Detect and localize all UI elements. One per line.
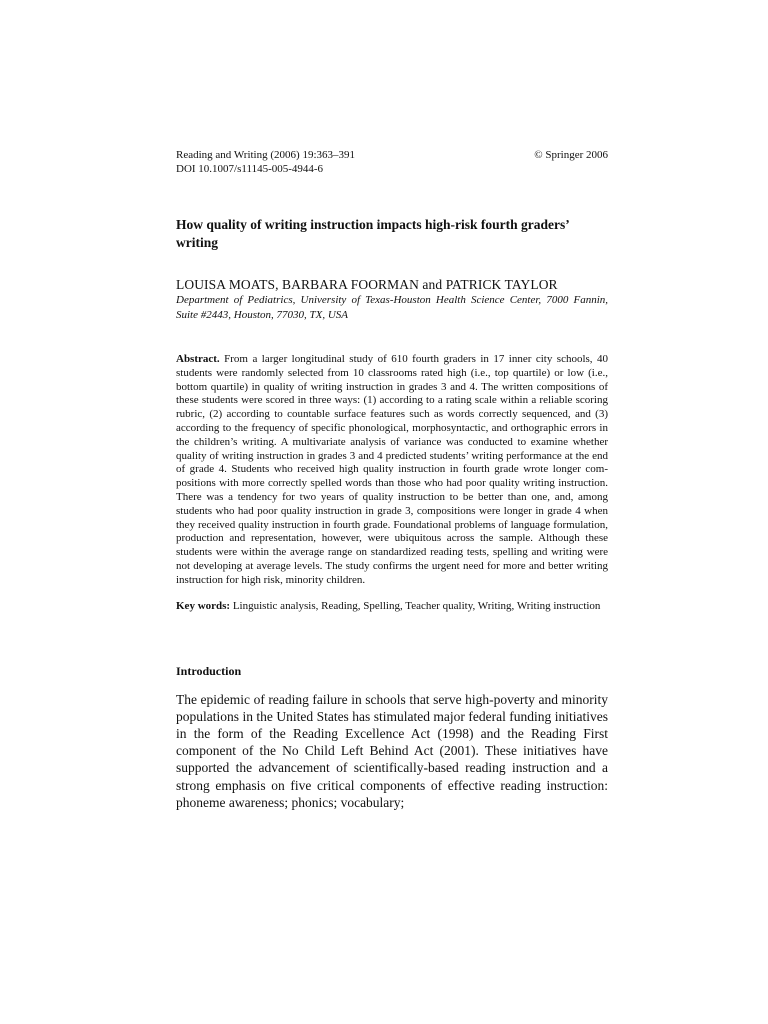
doi: DOI 10.1007/s11145-005-4944-6 (176, 163, 324, 175)
introduction-paragraph: The epidemic of reading failure in schools that serve high-poverty and minority populations in the United States has stimulated major federal funding initiatives in the form of the Reading Excellence Act (1998) and the Reading First component of the No Child Left Behind Act (2001). These initiatives have supported the advancement of scientifically-based reading instruction and a strong emphasis on five critical components of effective reading instruction: phoneme awareness; phonics; vocabulary; (176, 691, 608, 810)
author-list: LOUISA MOATS, BARBARA FOORMAN and PATRICK TAYLOR (176, 277, 558, 292)
abstract (176, 353, 608, 588)
paper-page (176, 148, 608, 811)
abstract-text: From a larger longitudinal study of 610 fourth graders in 17 inner city schools, 40 students were randomly selected from 10 classrooms rated high (i.e., top quartile) or low (i.e., bottom quartile) in quality of writing instruction in grades 3 and 4. The written compositions of these students were scored in three ways: (1) according to a rating scale within a reliable scoring rubric, (2) according to countable surface features such as words correctly sequenced, and (3) according to the frequency of specific phonological, morphosyntactic, and orthographic errors in the children’s writing. A multivariate analysis of variance was conducted to examine whether quality of writing instruction in grades 3 and 4 predicted students’ writing performance at the end of grade 4. Students who received high quality instruction in fourth grade wrote longer compositions with more correctly spelled words than those who had poor quality writing instruction. There was a tendency for two years of quality instruction to be better than one, and, among students who had poor quality instruction in grade 3, compositions were longer in grade 4 when they received quality instruction in fourth grade. Foundational problems of language formulation, production and representation, however, were ubiquitous across the sample. Although these students were within the average range on standardized reading tests, spelling and writing were not developing at average levels. The study confirms the urgent need for more and better writing instruction for high risk, minority children. (176, 353, 609, 586)
keywords-text: Linguistic analysis, Reading, Spelling, Teacher quality, Writing, Writing instruction (232, 599, 601, 612)
running-header (176, 148, 608, 176)
journal-info (176, 148, 355, 176)
abstract-label: Abstract. (176, 353, 220, 365)
keywords (176, 599, 608, 613)
journal-citation: Reading and Writing (2006) 19:363–391 (176, 149, 355, 161)
copyright-notice: © Springer 2006 (534, 149, 608, 161)
section-heading-introduction: Introduction (176, 663, 242, 678)
article-title: How quality of writing instruction impacts high-risk fourth graders’ writing (176, 217, 569, 250)
keywords-label: Key words: (176, 599, 231, 612)
author-affiliation: Department of Pediatrics, University of Texas-Houston Health Science Center, 7000 Fannin, Suite #2443, Houston, 77030, TX, USA (176, 294, 608, 321)
